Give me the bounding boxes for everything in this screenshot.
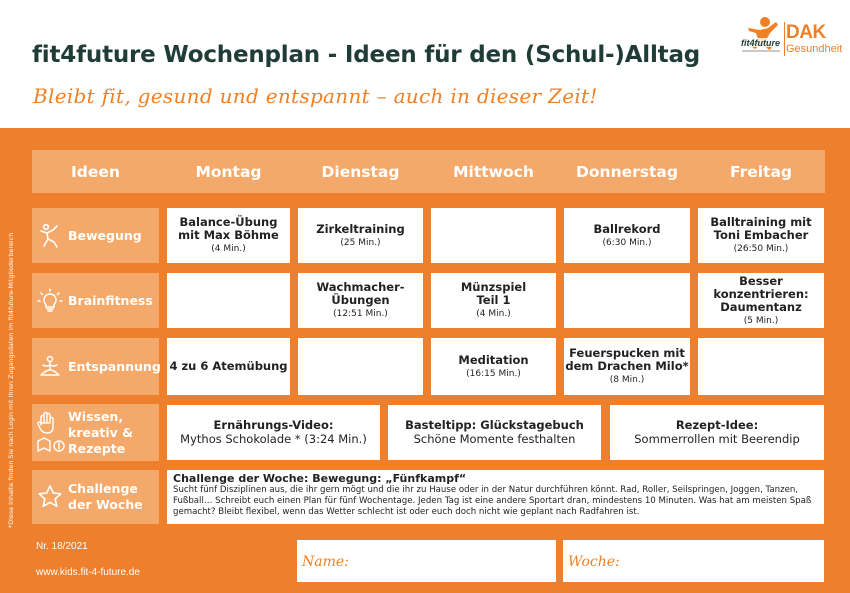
cell-ernaehrungs-video[interactable]: [167, 405, 380, 460]
week-field-label: Woche:: [568, 554, 620, 570]
cell-duration: (5 Min.): [743, 315, 779, 326]
page-subtitle: Bleibt fit, gesund und entspannt – auch in dieser Zeit!: [33, 84, 598, 108]
column-header-montag: Montag: [195, 162, 262, 181]
meditation-icon: [32, 349, 68, 385]
cell-title: Zirkeltraining: [316, 221, 405, 236]
cell-brainfitness-donnerstag: [564, 273, 690, 328]
header: [0, 0, 850, 128]
cell-title: 4 zu 6 Atemübung: [169, 359, 288, 373]
cell-bewegung-dienstag[interactable]: [298, 208, 423, 263]
cell-entspannung-montag[interactable]: [167, 338, 290, 395]
cell-title: Balltraining mit Toni Embacher: [710, 215, 812, 242]
issue-number: Nr. 18/2021: [36, 541, 88, 552]
cell-brainfitness-montag: [167, 273, 290, 328]
label-line: Challenge: [68, 481, 138, 496]
cell-duration: (4 Min.): [476, 309, 511, 319]
row-label-wissen: [32, 404, 159, 461]
row-label-bewegung: [32, 208, 159, 263]
cell-duration: (6:30 Min.): [602, 237, 652, 248]
cell-entspannung-mittwoch[interactable]: [431, 338, 556, 395]
cell-title: Münzspiel Teil 1: [460, 280, 527, 307]
row-label-entspannung: [32, 338, 159, 395]
cell-title: Feuerspucken mit dem Drachen Milo*: [565, 346, 689, 373]
label-line: Rezepte: [68, 440, 126, 456]
cell-duration: (25 Min.): [340, 237, 381, 248]
cell-entspannung-freitag: [698, 338, 824, 395]
cell-brainfitness-dienstag[interactable]: [298, 273, 423, 328]
row-label-text: Brainfitness: [68, 292, 153, 308]
challenge-title: Challenge der Woche: Bewegung: „Fünfkampf“: [173, 472, 467, 485]
page-title: fit4future Wochenplan - Ideen für den (Schul-)Alltag: [32, 42, 701, 68]
column-header-dienstag: Dienstag: [321, 162, 400, 181]
label-line: der Woche: [68, 497, 143, 512]
row-label-text: [68, 481, 143, 513]
cell-text: Mythos Schokolade * (3:24 Min.): [180, 432, 367, 446]
vertical-footnote: *Diese Inhalte finden Sie nach Login mit Ihren Zugangsdaten im fit4future-Mitgliederbereich: [7, 232, 15, 528]
f4f-wordmark: fit4future: [741, 38, 780, 48]
cell-title: Basteltipp: Glückstagebuch: [405, 418, 584, 432]
label-line: kreativ &: [68, 424, 134, 440]
fit4future-logo: [738, 16, 784, 56]
cell-bewegung-freitag[interactable]: [698, 208, 824, 263]
cell-rezept-idee[interactable]: [610, 405, 824, 460]
star-icon: [32, 479, 68, 515]
cell-title: Meditation: [458, 352, 529, 367]
column-header-donnerstag: Donnerstag: [576, 162, 678, 181]
cell-title: Balance-Übung mit Max Böhme: [178, 215, 279, 242]
cell-entspannung-donnerstag[interactable]: [564, 338, 690, 395]
jumping-person-icon: [32, 218, 68, 254]
cell-text: Schöne Momente festhalten: [413, 432, 576, 446]
cell-title: Ballrekord: [593, 221, 661, 236]
label-line: Wissen,: [68, 408, 124, 424]
name-field[interactable]: [297, 540, 556, 582]
lightbulb-icon: [32, 283, 68, 319]
cell-duration: (8 Min.): [609, 375, 645, 385]
cell-duration: (26:50 Min.): [733, 244, 789, 254]
cell-duration: (16:15 Min.): [466, 368, 521, 379]
week-field[interactable]: [563, 540, 824, 582]
dak-subline: Gesundheit: [786, 43, 843, 55]
cell-text: Sommerrollen mit Beerendip: [634, 432, 800, 446]
cell-title: Ernährungs-Video:: [213, 418, 334, 432]
cell-brainfitness-freitag[interactable]: [698, 273, 824, 328]
cell-bewegung-montag[interactable]: [167, 208, 290, 263]
row-label-text: Entspannung: [68, 358, 161, 374]
cell-duration: (4 Min.): [211, 244, 246, 254]
logo-divider: [784, 22, 785, 56]
challenge-box: [167, 470, 824, 524]
name-field-label: Name:: [302, 554, 349, 570]
column-header-freitag: Freitag: [729, 162, 793, 181]
dak-wordmark: DAK: [786, 22, 826, 43]
cell-title: Besser konzentrieren: Daumentanz: [713, 273, 809, 314]
row-label-challenge: [32, 470, 159, 524]
cell-title: Wachmacher-Übungen: [316, 280, 405, 307]
cell-title: Rezept-Idee:: [675, 418, 759, 432]
cell-entspannung-dienstag: [298, 338, 423, 395]
cell-bewegung-donnerstag[interactable]: [564, 208, 690, 263]
row-label-text: [68, 409, 133, 457]
challenge-text: Sucht fünf Disziplinen aus, die ihr gern mögt und die ihr zu Hause oder in der Natur durchführen könnt. Rad, Roller, Seilspringen, Joggen, Tanzen, Fußball… Schreibt euch einen Plan für fünf Wochentage. Jeden Tag ist eine andere Sportart dran, mindestens 10 Minuten. Was hat am meisten Spaß gemacht? Bleibt flexibel, wenn das Wetter schlecht ist oder euch doch nicht wie geplant nach Radfahren ist.: [173, 485, 812, 517]
cell-duration: (12:51 Min.): [333, 309, 388, 319]
cell-bewegung-mittwoch: [431, 208, 556, 263]
row-label-brainfitness: [32, 273, 159, 328]
cell-brainfitness-mittwoch[interactable]: [431, 273, 556, 328]
column-header-mittwoch: Mittwoch: [453, 162, 534, 181]
cell-basteltipp[interactable]: [388, 405, 601, 460]
row-label-text: Bewegung: [68, 227, 142, 243]
website-url[interactable]: www.kids.fit-4-future.de: [36, 567, 140, 578]
column-header-ideen: Ideen: [71, 162, 120, 181]
hand-book-cutlery-icon: [32, 415, 68, 451]
dak-logo: [786, 22, 844, 60]
